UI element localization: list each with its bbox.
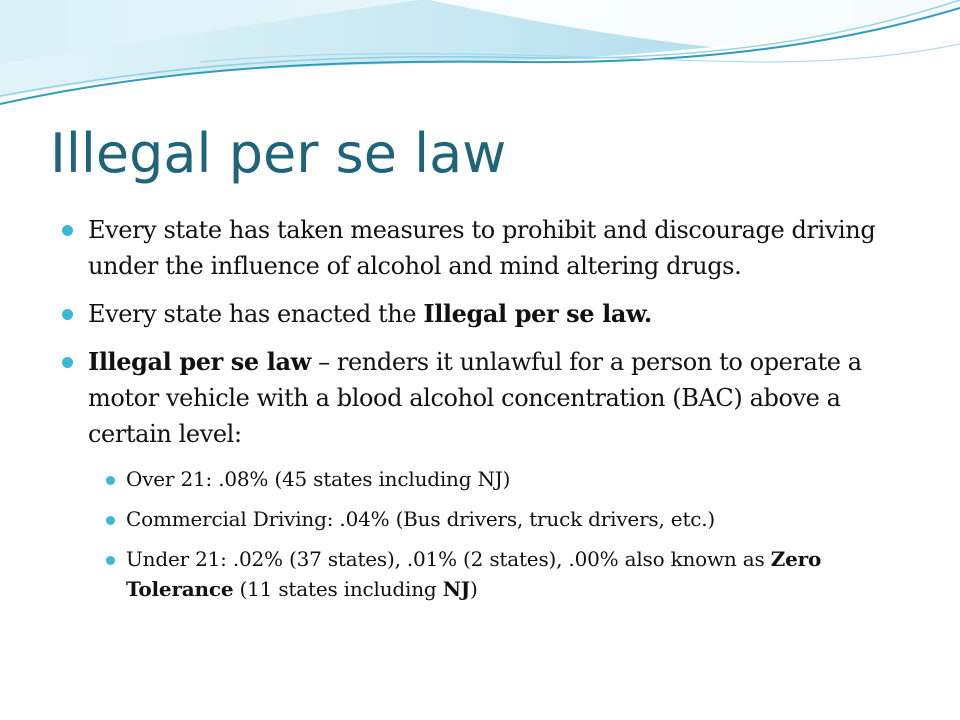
- sub-bullet-item: [88, 464, 910, 494]
- sub-bullet-dot-icon: [106, 476, 115, 485]
- bullet-dot-icon: [62, 225, 73, 236]
- sub-bullet-text: Over 21: .08% (45 states including NJ): [126, 467, 511, 491]
- sub-bullet-list: [88, 464, 910, 604]
- sub-bullet-item: [88, 544, 910, 604]
- bullet-bold-text: Illegal per se law.: [423, 299, 652, 328]
- sub-bullet-bold-text: Zero Tolerance: [126, 547, 822, 601]
- bullet-list: [60, 212, 910, 604]
- sub-bullet-dot-icon: [106, 516, 115, 525]
- decorative-wave-header: [0, 0, 960, 120]
- sub-bullet-dot-icon: [106, 556, 115, 565]
- bullet-bold-text: Illegal per se law: [88, 347, 311, 376]
- bullet-text: Every state has enacted the: [88, 300, 424, 328]
- sub-bullet-bold-text: NJ: [442, 577, 471, 601]
- slide-content: [60, 212, 910, 616]
- bullet-text: Every state has taken measures to prohibit and discourage driving under the influence of alcohol and mind altering drugs.: [88, 216, 876, 280]
- sub-bullet-text: (11 states including: [233, 577, 443, 601]
- sub-bullet-text: Under 21: .02% (37 states), .01% (2 states), .00% also known as: [126, 547, 771, 571]
- bullet-dot-icon: [62, 357, 73, 368]
- bullet-text: – renders it unlawful for a person to operate a motor vehicle with a blood alcohol concentration (BAC) above a certain level:: [88, 348, 862, 448]
- sub-bullet-text: Commercial Driving: .04% (Bus drivers, truck drivers, etc.): [126, 507, 716, 531]
- sub-bullet-text: ): [470, 577, 478, 601]
- sub-bullet-item: [88, 504, 910, 534]
- bullet-item: [60, 344, 910, 604]
- bullet-dot-icon: [62, 309, 73, 320]
- bullet-item: [60, 212, 910, 284]
- bullet-item: [60, 296, 910, 332]
- slide-title: Illegal per se law: [50, 122, 507, 185]
